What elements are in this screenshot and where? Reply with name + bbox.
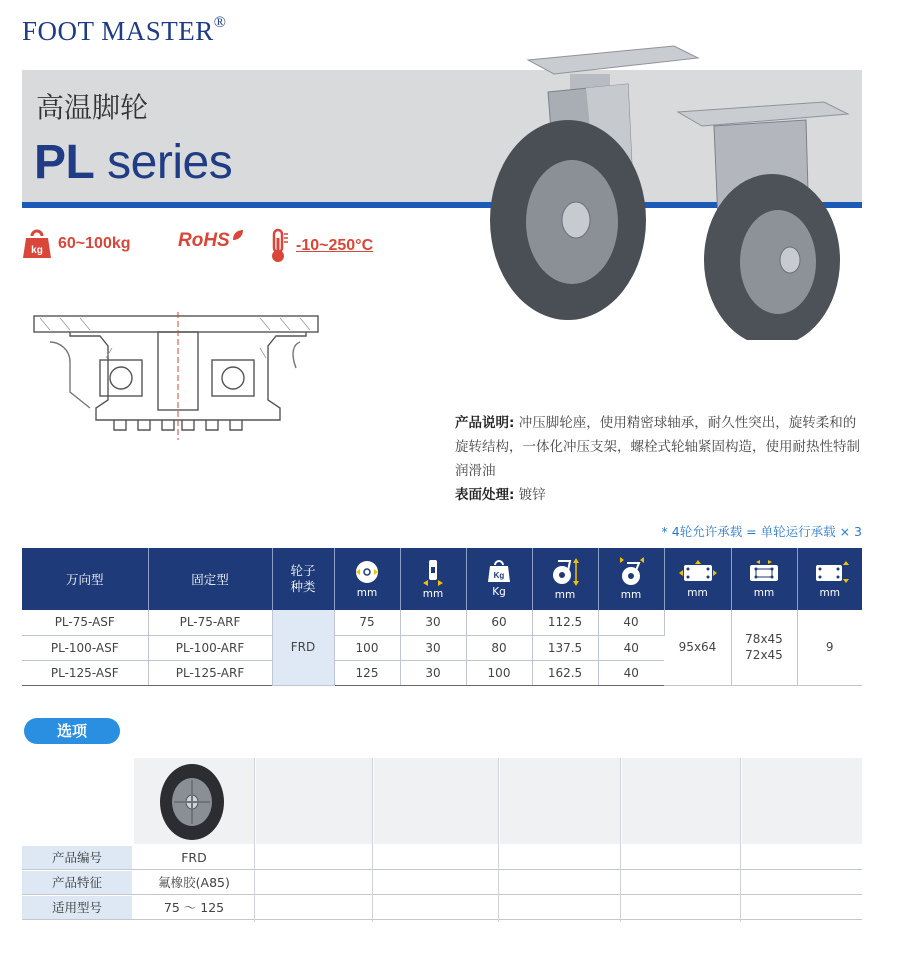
thermometer-icon xyxy=(266,228,290,264)
offset-unit: mm xyxy=(620,589,642,601)
spec-table xyxy=(22,548,862,686)
caster-height-icon xyxy=(550,557,580,587)
product-description xyxy=(455,411,865,507)
leaf-icon xyxy=(231,228,245,242)
hole-spacing-b: 72x45 xyxy=(745,648,783,663)
options-title: 选项 xyxy=(24,718,120,744)
row-label: 适用型号 xyxy=(22,896,132,919)
cell-rigid-model: PL-125-ARF xyxy=(148,660,272,685)
description-paragraph xyxy=(455,411,865,483)
cell-swivel-model: PL-100-ASF xyxy=(22,635,148,660)
table-row xyxy=(22,610,862,635)
header-swivel: 万向型 xyxy=(22,548,148,610)
cell-load: 80 xyxy=(466,635,532,660)
cell-height: 112.5 xyxy=(532,610,598,635)
surface-treatment xyxy=(455,483,865,507)
cell-height: 162.5 xyxy=(532,660,598,685)
temperature-spec xyxy=(266,228,373,264)
option-empty-cell xyxy=(742,758,862,844)
cell-swivel-model: PL-125-ASF xyxy=(22,660,148,685)
temperature-range: -10~250°C xyxy=(296,237,374,254)
options-grid xyxy=(22,758,862,922)
plate-unit: mm xyxy=(687,587,708,599)
header-offset xyxy=(598,548,664,610)
cell-hole-spacing xyxy=(731,610,797,685)
load-spec xyxy=(22,228,131,260)
option-image-cell xyxy=(134,758,254,844)
caster-photo xyxy=(488,40,868,340)
series-code: PL xyxy=(34,136,95,189)
cell-offset: 40 xyxy=(598,610,664,635)
surface-label: 表面处理: xyxy=(455,487,515,503)
hole-unit: mm xyxy=(753,587,775,599)
column-divider xyxy=(254,758,255,922)
header-wheel-type: 轮子种类 xyxy=(272,548,334,610)
row-value: 氟橡胶(A85) xyxy=(158,875,230,890)
swivel-offset-icon xyxy=(616,557,646,587)
cell-swivel-model: PL-75-ASF xyxy=(22,610,148,635)
rohs-mark: RoHS xyxy=(178,230,230,251)
cell-diameter: 125 xyxy=(334,660,400,685)
hole-spacing-a: 78x45 xyxy=(745,632,783,647)
cell-diameter: 75 xyxy=(334,610,400,635)
brand-name: FOOT MASTER xyxy=(22,16,214,46)
column-divider xyxy=(620,758,621,922)
option-row-feature xyxy=(22,871,862,895)
load-unit: Kg xyxy=(492,586,506,598)
cell-rigid-model: PL-75-ARF xyxy=(148,610,272,635)
table-header-row xyxy=(22,548,862,610)
cell-bolt-hole: 9 xyxy=(797,610,862,685)
column-divider xyxy=(498,758,499,922)
option-empty-cell xyxy=(374,758,498,844)
option-empty-cell xyxy=(622,758,740,844)
hole-spacing-icon xyxy=(744,559,784,585)
bolt-unit: mm xyxy=(819,587,840,599)
rohs-spec xyxy=(178,230,245,252)
frd-wheel-image xyxy=(134,758,254,844)
product-category: 高温脚轮 xyxy=(36,91,149,124)
svg-text:Kg: Kg xyxy=(493,571,505,580)
header-load xyxy=(466,548,532,610)
load-note: * 4轮允许承载 = 单轮运行承载 × 3 xyxy=(661,524,862,539)
header-rigid: 固定型 xyxy=(148,548,272,610)
cell-width: 30 xyxy=(400,610,466,635)
row-value: 75 ～ 125 xyxy=(163,900,225,915)
load-range: 60~100kg xyxy=(58,235,131,252)
cell-width: 30 xyxy=(400,660,466,685)
header-plate-size xyxy=(664,548,731,610)
option-row-models xyxy=(22,896,862,920)
bearing-cross-section-diagram xyxy=(30,312,322,440)
cell-offset: 40 xyxy=(598,660,664,685)
header-width xyxy=(400,548,466,610)
wheel-width-icon xyxy=(420,558,446,586)
cell-height: 137.5 xyxy=(532,635,598,660)
header-hole-spacing xyxy=(731,548,797,610)
cell-load: 100 xyxy=(466,660,532,685)
option-row-code xyxy=(22,846,862,870)
column-divider xyxy=(740,758,741,922)
cell-plate-size: 95x64 xyxy=(664,610,731,685)
surface-text: 镀锌 xyxy=(514,487,546,503)
header-bolt-hole xyxy=(797,548,862,610)
cell-wheel-type: FRD xyxy=(272,610,334,685)
load-weight-icon xyxy=(486,560,512,584)
registered-mark: ® xyxy=(213,14,227,31)
header-diameter xyxy=(334,548,400,610)
wheel-diameter-icon xyxy=(354,559,380,585)
brand-logo xyxy=(22,16,226,47)
plate-size-icon xyxy=(678,559,718,585)
cell-offset: 40 xyxy=(598,635,664,660)
series-title xyxy=(34,135,232,190)
kg-weight-icon xyxy=(22,228,52,260)
diameter-unit: mm xyxy=(356,587,378,599)
height-unit: mm xyxy=(554,589,576,601)
option-empty-cell xyxy=(256,758,372,844)
header-height xyxy=(532,548,598,610)
cell-rigid-model: PL-100-ARF xyxy=(148,635,272,660)
cell-width: 30 xyxy=(400,635,466,660)
column-divider xyxy=(372,758,373,922)
width-unit: mm xyxy=(422,588,444,600)
description-label: 产品说明: xyxy=(455,415,515,431)
description-text: 冲压脚轮座，使用精密球轴承，耐久性突出，旋转柔和的旋转结构，一体化冲压支架，螺栓式轮轴紧固构造，使用耐热性特制润滑油 xyxy=(455,415,860,479)
series-word: series xyxy=(94,136,233,189)
row-label: 产品编号 xyxy=(22,846,132,869)
row-value: FRD xyxy=(181,850,207,865)
cell-diameter: 100 xyxy=(334,635,400,660)
svg-text:kg: kg xyxy=(31,245,43,256)
row-label: 产品特征 xyxy=(22,871,132,894)
cell-load: 60 xyxy=(466,610,532,635)
option-empty-cell xyxy=(500,758,620,844)
bolt-hole-icon xyxy=(810,559,850,585)
